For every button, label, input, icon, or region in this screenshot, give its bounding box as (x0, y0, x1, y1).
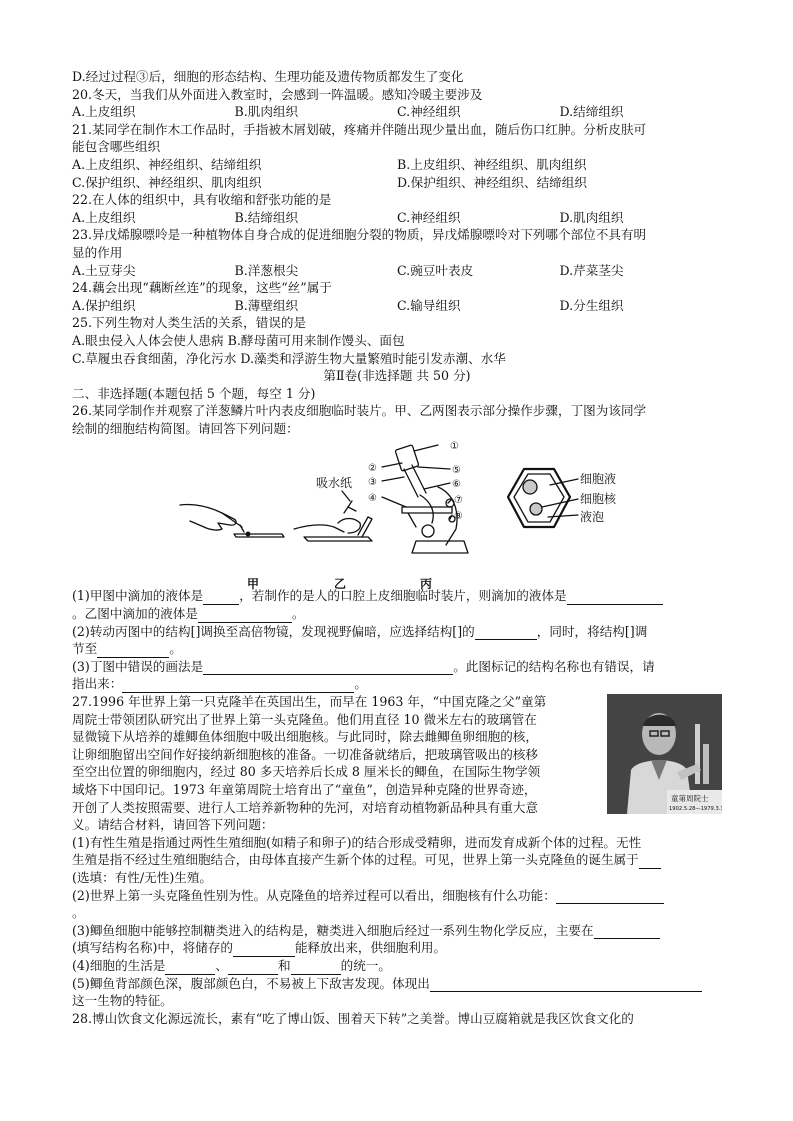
q27-sub3-text-b: (填写结构名称)中，将储存的 (72, 940, 233, 956)
q26-sub2-text-b: ，同时，将结构[]调 (536, 623, 648, 639)
part-number-5: ⑤ (452, 465, 461, 477)
q27-sub3-text-c: 能释放出来，供细胞利用。 (294, 940, 447, 956)
q24-option-d: D.分生组织 (559, 297, 624, 313)
q27-sub2-text-a: (2)世界上第一头克隆鱼性别为性。从克隆鱼的培养过程可以看出，细胞核有什么功能： (72, 887, 556, 903)
q26-stem-line2: 绘制的细胞结构简图。请回答下列问题： (72, 420, 299, 436)
q20-option-d: D.结缔组织 (559, 104, 624, 120)
q20-option-c: C.神经组织 (397, 104, 461, 120)
part-number-8: ⑧ (454, 511, 463, 523)
q27-passage-line: 让卵细胞留出空间作好接纳新细胞核的准备。一切准备就绪后，把玻璃管吸出的核移 (72, 746, 538, 762)
figure-label-yi: 乙 (334, 577, 347, 592)
tong-dizhou-portrait (607, 694, 722, 814)
q27-passage-line: 显微镜下从培养的雄鲫鱼体细胞中吸出细胞核。与此同时，除去雌鲫鱼卵细胞的核， (72, 729, 538, 745)
part-number-2: ② (368, 463, 377, 475)
q27-passage (72, 693, 604, 834)
section2-heading: 二、非选择题(本题包括 5 个题，每空 1 分) (72, 385, 316, 401)
step-yi-drawing (294, 501, 372, 541)
q26-sub1-text-a: (1)甲图中滴加的液体是 (72, 588, 204, 604)
q26-sub2-text-c: 节至 (72, 641, 98, 657)
part-number-3: ③ (368, 477, 377, 489)
q25-options-line1: A.眼虫侵入人体会使人患病 B.酵母菌可用来制作馒头、面包 (72, 332, 405, 348)
q22-options (72, 209, 722, 227)
q25-options-line2: C.草履虫吞食细菌，净化污水 D.藻类和浮游生物大量繁殖时能引发赤潮、水华 (72, 350, 506, 366)
q27-blank-4[interactable] (233, 943, 295, 957)
part-number-1: ① (450, 441, 459, 453)
q23-option-d: D.芹菜茎尖 (559, 262, 624, 278)
q26-sub3-text-d: 。 (354, 676, 367, 692)
q24-options (72, 297, 722, 315)
q21-stem-line2: 能包含哪些组织 (72, 139, 161, 155)
q27-sub5-text-a: (5)鲫鱼背部颜色深，腹部颜色白，不易被上下敌害发现。体现出 (72, 975, 430, 991)
q22-option-d: D.肌肉组织 (559, 209, 624, 225)
q26-sub1-line2 (72, 605, 722, 623)
q21-option-d: D.保护组织、神经组织、结缔组织 (397, 174, 587, 190)
q26-sub2-text-a: (2)转动丙图中的结构[]调换至高倍物镜，发现视野偏暗，应选择结构[]的 (72, 623, 475, 639)
q27-blank-5[interactable] (165, 961, 215, 975)
q26-stem-line1: 26.某同学制作并观察了洋葱鳞片叶内表皮细胞临时装片。甲、乙两图表示部分操作步骤，丁图为该同学 (72, 403, 647, 419)
q22-option-a: A.上皮组织 (72, 209, 136, 225)
q26-sub1-line1 (72, 587, 722, 605)
q27-sub1-line2 (72, 851, 722, 869)
q26-sub2-text-d: 。 (169, 641, 182, 657)
q27-sub5-line2: 这一生物的特征。 (72, 993, 173, 1009)
q22-stem: 22.在人体的组织中，具有收缩和舒张功能的是 (72, 192, 332, 208)
cell-diagram-drawing (508, 469, 578, 527)
part-number-7: ⑦ (454, 495, 463, 507)
exam-page (72, 68, 722, 1027)
q27-sub2-line2: 。 (72, 905, 85, 921)
q27-passage-line: 27.1996 年世界上第一只克隆羊在英国出生，而早在 1963 年，“中国克隆之父”童第 (72, 694, 547, 710)
q27-sub4-text-d: 的统一。 (340, 957, 391, 973)
q27-sub1-text-b: 生殖是指不经过生殖细胞结合，由母体直接产生新个体的过程。可见，世界上第一头克隆鱼的诞生属于 (72, 852, 639, 868)
q24-stem: 24.藕会出现“藕断丝连”的现象，这些“丝”属于 (72, 280, 332, 296)
q27-blank-1[interactable] (639, 855, 661, 869)
q27-passage-line: 至空出位置的卵细胞内，经过 80 多天培养后长成 8 厘米长的鲫鱼，在国际生物学领 (72, 764, 541, 780)
figure-label-jia: 甲 (247, 577, 260, 592)
q23-option-a: A.土豆芽尖 (72, 262, 136, 278)
q26-blank-2[interactable] (567, 591, 663, 605)
q27-passage-line: 域烙下中国印记。1973 年童第周院士培育出了“童鱼”，创造异种克隆的世界奇迹， (72, 782, 537, 797)
cell-label-vacuole: 液泡 (580, 510, 605, 525)
absorbent-paper-label: 吸水纸 (316, 476, 353, 491)
q27-sub3-text-a: (3)鲫鱼细胞中能够控制糖类进入的结构是，糖类进入细胞后经过一系列生物化学反应，主要在 (72, 922, 594, 938)
q27-block (72, 693, 722, 834)
q26-sub1-text-b: ，若制作的是人的口腔上皮细胞临时装片，则滴加的液体是 (239, 588, 567, 604)
q26-sub3-text-c: 指出来： (72, 676, 123, 692)
part2-title: 第Ⅱ卷(非选择题 共 50 分) (323, 368, 471, 384)
q19-option-d: D.经过过程③后，细胞的形态结构、生理功能及遗传物质都发生了变化 (72, 69, 464, 84)
q26-blank-3[interactable] (198, 609, 292, 623)
q21-options-row2 (72, 174, 722, 192)
q27-blank-3[interactable] (594, 925, 660, 939)
portrait-photo (607, 694, 722, 814)
q24-option-c: C.输导组织 (397, 297, 461, 313)
q20-stem: 20.冬天，当我们从外面进入教室时，会感到一阵温暖。感知冷暖主要涉及 (72, 86, 483, 102)
q27-passage-line: 开创了人类按照需要、进行人工培养新物种的先河，对培育动植物新品种具有重大意 (72, 799, 538, 815)
cell-label-nucleus: 细胞核 (580, 492, 617, 507)
q27-sub1-line3: (选填：有性/无性)生殖。 (72, 869, 213, 885)
q27-blank-7[interactable] (291, 961, 341, 975)
q26-sub2-line2 (72, 640, 722, 658)
q24-option-a: A.保护组织 (72, 297, 136, 313)
q27-blank-6[interactable] (228, 961, 278, 975)
q26-sub3-line1 (72, 658, 722, 676)
q27-sub1-line1: (1)有性生殖是指通过两性生殖细胞(如精子和卵子)的结合形成受精卵，进而发育成新个体的过程。无性 (72, 834, 642, 850)
q27-sub5-line1 (72, 975, 722, 993)
q26-figure-drawing (72, 437, 722, 587)
q22-option-c: C.神经组织 (397, 209, 461, 225)
q24-option-b: B.薄壁组织 (234, 297, 299, 313)
step-jia-drawing (180, 505, 284, 538)
q20-option-b: B.肌肉组织 (234, 104, 299, 120)
q21-option-a: A.上皮组织、神经组织、结缔组织 (72, 156, 262, 172)
q27-blank-8[interactable] (430, 978, 702, 992)
q26-sub2-line1 (72, 623, 722, 641)
q26-blank-5[interactable] (97, 644, 169, 658)
portrait-caption-dates: 1902.5.28—1979.3.30 (669, 806, 722, 813)
q26-sub1-text-c: 。乙图中滴加的液体是 (72, 606, 198, 622)
q21-stem-line1: 21.某同学在制作木工作品时，手指被木屑划破，疼痛并伴随出现少量出血，随后伤口红肿。分析皮肤可 (72, 121, 647, 137)
q21-options-row1 (72, 156, 722, 174)
q27-sub4-text-b: 、 (215, 957, 228, 973)
q27-sub3-line2 (72, 939, 722, 957)
q23-option-c: C.豌豆叶表皮 (397, 262, 474, 278)
q26-blank-4[interactable] (475, 626, 537, 640)
cell-label-vacuole-sap: 细胞液 (580, 472, 617, 487)
q26-sub3-text-b: 。此图标记的结构名称也有错误，请 (453, 658, 655, 674)
q23-option-b: B.洋葱根尖 (234, 262, 299, 278)
q21-option-c: C.保护组织、神经组织、肌肉组织 (72, 174, 262, 190)
q26-sub3-text-a: (3)丁图中错误的画法是 (72, 658, 204, 674)
part-number-6: ⑥ (452, 479, 461, 491)
q27-sub4 (72, 957, 722, 975)
q26-blank-7[interactable] (122, 679, 354, 693)
part-number-4: ④ (368, 493, 377, 505)
figure-label-bing: 丙 (420, 577, 433, 592)
q27-sub4-text-a: (4)细胞的生活是 (72, 957, 166, 973)
q21-option-b: B.上皮组织、神经组织、肌肉组织 (397, 156, 587, 172)
q23-stem-line1: 23.异戊烯腺嘌呤是一种植物体自身合成的促进细胞分裂的物质，异戊烯腺嘌呤对下列哪个部位不具有明 (72, 227, 647, 243)
q26-blank-6[interactable] (203, 661, 453, 675)
q28-stem: 28.博山饮食文化源远流长，素有“吃了博山饭、围着天下转”之美誉。博山豆腐箱就是我区饮食文化的 (72, 1010, 634, 1026)
q27-passage-line: 周院士带领团队研究出了世界上第一头克隆鱼。他们用直径 10 微米左右的玻璃管在 (72, 711, 537, 727)
q27-sub4-text-c: 和 (278, 957, 291, 973)
q26-sub1-text-d: 。 (291, 606, 305, 622)
portrait-caption-name: 童第周院士 (671, 794, 709, 804)
q20-options (72, 103, 722, 121)
q26-figure (72, 437, 722, 592)
q23-options (72, 262, 722, 280)
q25-stem: 25.下列生物对人类生活的关系，错误的是 (72, 315, 307, 331)
q27-sub3-line1 (72, 922, 722, 940)
q22-option-b: B.结缔组织 (234, 209, 299, 225)
q23-stem-line2: 显的作用 (72, 244, 123, 260)
q26-blank-1[interactable] (203, 591, 239, 605)
q27-sub2-line1 (72, 887, 722, 905)
q27-passage-line: 义。请结合材料，请回答下列问题： (72, 817, 274, 833)
q27-blank-2[interactable] (556, 890, 664, 904)
q26-sub3-line2 (72, 675, 722, 693)
q20-option-a: A.上皮组织 (72, 104, 136, 120)
